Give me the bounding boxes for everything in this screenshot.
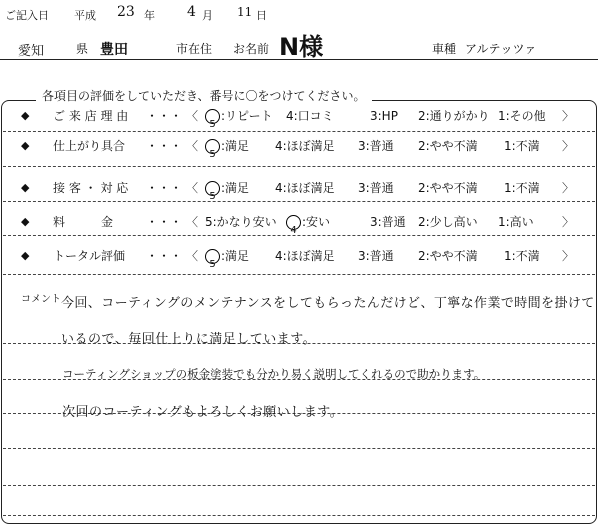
day-value: 11 [237, 5, 253, 19]
row-open-bracket: 〈 [186, 215, 199, 229]
car-value: アルテッツァ [465, 42, 537, 56]
comment-rule-line [3, 448, 595, 449]
rating-option[interactable]: 5:リピート [205, 101, 273, 131]
instruction-text: 各項目の評価をしていただき、番号に〇をつけてください。 [36, 87, 372, 104]
rating-row [0, 241, 600, 271]
name-label: お名前 [233, 42, 270, 56]
rating-option[interactable]: 4:ほぼ満足 [275, 249, 335, 263]
rating-option[interactable]: 3:普通 [370, 215, 406, 229]
row-open-bracket: 〈 [186, 139, 199, 153]
header-underline [0, 59, 598, 60]
comment-line: コーティングショップの板金塗装でも分かり易く説明してくれるので助かります。 [62, 367, 486, 381]
row-close-bracket: 〉 [562, 249, 575, 263]
comment-line: 今回、コーティングのメンテナンスをしてもらったんだけど、丁寧な作業で時間を掛けて [61, 296, 595, 311]
diamond-bullet-icon: ◆ [21, 109, 30, 122]
row-label: 料 金 [53, 215, 114, 229]
rating-option[interactable]: 3:HP [370, 109, 398, 123]
row-open-bracket: 〈 [186, 181, 199, 195]
rating-option[interactable]: 5:かなり安い [205, 215, 277, 229]
prefecture-value: 愛知 [18, 44, 45, 59]
diamond-bullet-icon: ◆ [21, 139, 30, 152]
selected-option-circle: 5 [205, 249, 220, 264]
row-divider [3, 274, 595, 275]
row-dots: ・・・ [146, 109, 183, 123]
date-label: ご記入日 [5, 9, 49, 22]
row-label: 仕上がり具合 [53, 139, 126, 153]
comment-line: 次回のコーティングもよろしくお願いします。 [62, 405, 344, 420]
rating-option[interactable]: 1:不満 [504, 249, 540, 263]
selected-option-circle: 4 [286, 215, 301, 230]
diamond-bullet-icon: ◆ [21, 215, 30, 228]
rating-row [0, 207, 600, 237]
rating-option[interactable]: 2:通りがかり [418, 109, 490, 123]
row-close-bracket: 〉 [562, 181, 575, 195]
year-unit: 年 [144, 9, 155, 22]
comment-line: いるので、毎回仕上りに満足しています。 [61, 332, 317, 347]
era-label: 平成 [74, 9, 96, 22]
rating-option[interactable]: 2:やや不満 [418, 249, 478, 263]
row-close-bracket: 〉 [562, 139, 575, 153]
rating-option[interactable]: 5:満足 [205, 131, 249, 161]
rating-option[interactable]: 1:不満 [504, 139, 540, 153]
rating-option[interactable]: 3:普通 [358, 139, 394, 153]
row-divider [3, 201, 595, 202]
comment-label: コメント [21, 294, 61, 305]
selected-option-circle: 5 [205, 109, 220, 124]
name-value: N様 [279, 33, 324, 61]
car-label: 車種 [432, 42, 457, 56]
row-divider [3, 235, 595, 236]
rating-option[interactable]: 1:その他 [498, 109, 546, 123]
row-dots: ・・・ [146, 249, 183, 263]
row-dots: ・・・ [146, 181, 183, 195]
row-open-bracket: 〈 [186, 109, 199, 123]
row-dots: ・・・ [146, 139, 183, 153]
rating-option[interactable]: 5:満足 [205, 173, 249, 203]
rating-option[interactable]: 4:ほぼ満足 [275, 139, 335, 153]
city-value: 豊田 [100, 42, 128, 58]
city-label: 市在住 [176, 42, 213, 56]
rating-option[interactable]: 1:不満 [504, 181, 540, 195]
row-close-bracket: 〉 [562, 215, 575, 229]
prefecture-label: 県 [76, 42, 89, 56]
selected-option-circle: 5 [205, 181, 220, 196]
rating-row [0, 173, 600, 203]
rating-option[interactable]: 5:満足 [205, 241, 249, 271]
row-label: ご 来 店 理 由 [53, 109, 129, 123]
day-unit: 日 [256, 9, 267, 22]
comment-rule-line [3, 485, 595, 486]
diamond-bullet-icon: ◆ [21, 249, 30, 262]
rating-option[interactable]: 4:口コミ [286, 109, 334, 123]
row-dots: ・・・ [146, 215, 183, 229]
survey-box [1, 100, 597, 524]
row-label: トータル評価 [53, 249, 126, 263]
row-label: 接 客 ・ 対 応 [53, 181, 129, 195]
rating-option[interactable]: 2:やや不満 [418, 181, 478, 195]
rating-option[interactable]: 2:少し高い [418, 215, 478, 229]
rating-option[interactable]: 3:普通 [358, 249, 394, 263]
rating-option[interactable]: 4:安い [286, 207, 330, 237]
month-value: 4 [187, 4, 196, 20]
comment-rule-line [3, 515, 595, 516]
rating-row [0, 131, 600, 161]
rating-option[interactable]: 3:普通 [358, 181, 394, 195]
row-divider [3, 166, 595, 167]
row-open-bracket: 〈 [186, 249, 199, 263]
month-unit: 月 [202, 9, 213, 22]
year-value: 23 [117, 4, 135, 20]
rating-option[interactable]: 2:やや不満 [418, 139, 478, 153]
selected-option-circle: 5 [205, 139, 220, 154]
rating-option[interactable]: 4:ほぼ満足 [275, 181, 335, 195]
diamond-bullet-icon: ◆ [21, 181, 30, 194]
rating-option[interactable]: 1:高い [498, 215, 534, 229]
rating-row [0, 101, 600, 131]
row-close-bracket: 〉 [562, 109, 575, 123]
